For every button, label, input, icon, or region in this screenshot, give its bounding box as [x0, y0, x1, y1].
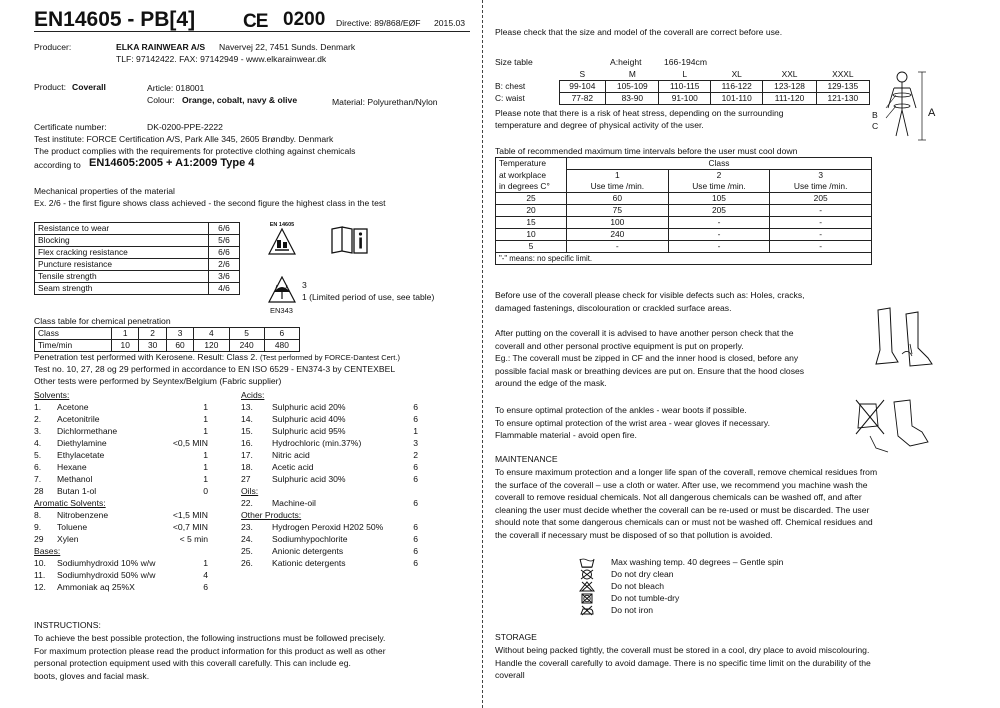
text-line: boots, gloves and facial mask. [34, 670, 150, 681]
use-time-label: Use time /min. [567, 181, 669, 193]
time-cell: - [668, 241, 770, 253]
chemical-class: 0 [203, 486, 208, 496]
property-name: Blocking [35, 235, 209, 247]
chemical-class: 1 [203, 474, 208, 484]
no-iron-icon [579, 605, 595, 616]
care-instruction: Do not iron [611, 605, 654, 615]
size-table-label: Size table [495, 57, 533, 67]
size-cell: 116-122 [710, 81, 762, 93]
size-heading: XL [731, 69, 742, 79]
storage-title: STORAGE [495, 632, 537, 642]
class-row-label: Class [35, 328, 112, 340]
text-line: To achieve the best possible protection, the following instructions must be followed precisely. [34, 633, 386, 643]
size-row-label: B: chest [495, 81, 526, 91]
class-cell: 120 [194, 340, 229, 352]
text-line: To ensure optimal protection of the ankles - wear boots if possible. [495, 405, 747, 415]
figure-label-c: C [872, 121, 879, 131]
mechanical-row [35, 259, 240, 271]
en343-label: EN343 [270, 306, 293, 315]
class-cell: 480 [264, 340, 299, 352]
chemical-number: 4. [34, 438, 42, 448]
chemical-class: 1 [203, 402, 208, 412]
time-cell: - [567, 241, 669, 253]
chemical-class: 6 [413, 558, 418, 568]
time-header-row [496, 181, 872, 193]
chemical-name: Sodiumhydroxid 10% w/w [57, 558, 156, 568]
chemical-class: 6 [413, 498, 418, 508]
chemical-number: 17. [241, 450, 253, 460]
text-line: the coverall if necessary must be disposed of so that pollution is avoided. [495, 529, 773, 540]
complies-text: The product complies with the requirements for protective clothing against chemicals [34, 146, 356, 156]
chemical-name: Sulphuric acid 40% [272, 414, 346, 424]
chemical-name: Nitrobenzene [57, 510, 109, 520]
standard: EN14605:2005 + A1:2009 Type 4 [89, 157, 255, 169]
certificate-number: DK-0200-PPE-2222 [147, 122, 223, 132]
property-class: 3/6 [209, 271, 240, 283]
mechanical-row [35, 283, 240, 295]
figure-label-b: B [872, 110, 878, 120]
chemical-number: 27 [241, 474, 251, 484]
read-instructions-icon [330, 225, 368, 255]
mechanical-row [35, 247, 240, 259]
chemical-class: 6 [203, 582, 208, 592]
size-cell: 91-100 [659, 93, 711, 105]
text-line: Without being packed tightly, the coverall must be stored in a cool, dry place to avoid miscolouring. [495, 645, 870, 655]
penetration-line-2: Test no. 10, 27, 28 og 29 performed in accordance to EN ISO 6529 - EN374-3 by CENTEXBEL [34, 364, 396, 374]
chemical-number: 26. [241, 558, 253, 568]
chemical-class: < 5 min [179, 534, 208, 544]
time-row [496, 241, 872, 253]
size-cell: 111-120 [763, 93, 816, 105]
time-cell: 105 [668, 193, 770, 205]
property-name: Tensile strength [35, 271, 209, 283]
size-intro: Please check that the size and model of the coverall are correct before use. [495, 27, 783, 37]
colour-label: Colour: [147, 95, 175, 105]
time-row [496, 205, 872, 217]
no-tumble-dry-icon [579, 593, 595, 604]
class-table [34, 327, 300, 352]
time-row [496, 229, 872, 241]
use-time-label: Use time /min. [770, 181, 872, 193]
chemical-number: 14. [241, 414, 253, 424]
chemical-name: Anionic detergents [272, 546, 344, 556]
size-table [495, 69, 870, 105]
according-prefix: according to [34, 160, 81, 170]
time-cell: 205 [668, 205, 770, 217]
producer-contact: TLF: 97142422. FAX: 97142949 - www.elkarainwear.dk [116, 54, 327, 64]
chemical-number: 24. [241, 534, 253, 544]
size-cell: 123-128 [763, 81, 816, 93]
size-cell: 129-135 [816, 81, 869, 93]
rain-protection-icon [268, 276, 296, 303]
no-dry-clean-icon [579, 569, 595, 580]
no-bleach-icon [579, 581, 595, 592]
chemical-class: 6 [413, 474, 418, 484]
producer-name: ELKA RAINWEAR A/S [116, 42, 206, 52]
chemical-number: 2. [34, 414, 42, 424]
mechanical-row [35, 271, 240, 283]
certificate-label: Certificate number: [34, 122, 107, 132]
chemical-name: Toluene [57, 522, 88, 532]
chemical-number: 5. [34, 450, 42, 460]
text-line: coverall [495, 670, 525, 680]
height-value: 166-194cm [664, 57, 707, 67]
chemical-group-title: Solvents: [34, 390, 70, 400]
document-title: EN14605 - PB[4] [34, 8, 196, 31]
class-cell: 60 [166, 340, 193, 352]
text-line: Before use of the coverall please check for visible defects such as: Holes, cracks, [495, 290, 805, 300]
chemical-name: Dichlormethane [57, 426, 118, 436]
gloves-illustration [850, 396, 940, 456]
wash-40-icon [579, 557, 595, 568]
property-class: 2/6 [209, 259, 240, 271]
time-row [496, 193, 872, 205]
chemical-name: Sodiumhypochlorite [272, 534, 348, 544]
class-number: 3 [770, 170, 872, 182]
chemical-name: Xylen [57, 534, 79, 544]
time-cell: - [770, 241, 872, 253]
property-class: 4/6 [209, 283, 240, 295]
directive: Directive: 89/868/EØF [336, 18, 421, 28]
size-header-row [495, 69, 870, 81]
care-instruction: Do not tumble-dry [611, 593, 680, 603]
property-class: 5/6 [209, 235, 240, 247]
product-name: Coverall [72, 82, 106, 92]
size-cell: 83-90 [606, 93, 659, 105]
chemical-name: Nitric acid [272, 450, 310, 460]
time-cell: 100 [567, 217, 669, 229]
time-cell: 205 [770, 193, 872, 205]
class-header: Class [567, 158, 872, 170]
time-header-row [496, 158, 872, 170]
property-class: 6/6 [209, 247, 240, 259]
text-line: For maximum protection please read the product information for this product as well as other [34, 645, 386, 656]
temperature-cell: 25 [496, 193, 567, 205]
ce-number: 0200 [283, 9, 326, 30]
class-number: 1 [567, 170, 669, 182]
size-row-label: C: waist [495, 93, 525, 103]
chemical-name: Sodiumhydroxid 50% w/w [57, 570, 156, 580]
time-cell: - [668, 229, 770, 241]
care-instruction: Max washing temp. 40 degrees – Gentle spin [611, 557, 784, 567]
class-row-label: Time/min [35, 340, 112, 352]
producer-address: Navervej 22, 7451 Sunds. Denmark [219, 42, 356, 52]
temperature-cell: 20 [496, 205, 567, 217]
property-class: 6/6 [209, 223, 240, 235]
temp-header: Temperature [496, 158, 567, 170]
size-heading: XXL [781, 69, 798, 79]
text-line: personal protection equipment used with this coverall carefully. This can include eg. [34, 658, 351, 668]
temperature-cell: 5 [496, 241, 567, 253]
chemical-name: Kationic detergents [272, 558, 346, 568]
time-cell: 60 [567, 193, 669, 205]
time-cell: - [668, 217, 770, 229]
property-name: Puncture resistance [35, 259, 209, 271]
time-footnote-row [496, 253, 872, 265]
class-cell: 1 [112, 328, 139, 340]
size-cell: 121-130 [816, 93, 869, 105]
chemical-name: Sulphuric acid 30% [272, 474, 346, 484]
chemical-number: 8. [34, 510, 42, 520]
class-table-title: Class table for chemical penetration [34, 316, 171, 326]
chemical-number: 18. [241, 462, 253, 472]
size-heading: S [579, 69, 586, 79]
time-footnote: "-" means: no specific limit. [496, 253, 872, 265]
class-cell: 240 [229, 340, 264, 352]
product-label: Product: [34, 82, 67, 92]
size-row [495, 93, 870, 105]
class-cell: 30 [139, 340, 166, 352]
page-divider [482, 0, 484, 708]
mechanical-table [34, 222, 240, 295]
class-cell: 4 [194, 328, 229, 340]
penetration-line-1: Penetration test performed with Kerosene. Result: Class 2. (Test performed by FORCE-Dantest Cert.) [34, 352, 400, 362]
instructions-title: INSTRUCTIONS: [34, 620, 101, 630]
time-header-row [496, 170, 872, 182]
time-cell: - [770, 205, 872, 217]
chemical-number: 29 [34, 534, 44, 544]
chemical-class: 1 [413, 426, 418, 436]
size-heading: XXXL [832, 69, 854, 79]
chemical-class: <1,5 MIN [172, 510, 208, 520]
time-cell: 75 [567, 205, 669, 217]
temp-header: in degrees C° [496, 181, 567, 193]
chemical-class: 1 [203, 558, 208, 568]
chemical-group-title: Aromatic Solvents: [34, 498, 106, 508]
chemical-name: Acetonitrile [57, 414, 100, 424]
size-cell: 99-104 [559, 81, 606, 93]
time-cell: - [770, 217, 872, 229]
text-line: around the edge of the mask. [495, 378, 607, 388]
figure-label-a: A [928, 107, 936, 119]
chemical-name: Hydrochloric (min.37%) [272, 438, 362, 448]
chemical-class: 6 [413, 414, 418, 424]
chemical-class: 6 [413, 534, 418, 544]
boots-illustration [872, 304, 942, 374]
class-table-row [35, 328, 300, 340]
en343-class: 3 [302, 280, 307, 290]
chemical-name: Sulphuric acid 20% [272, 402, 346, 412]
text-line: damaged fastenings, discolouration or crackled surface areas. [495, 302, 732, 313]
height-label: A:height [610, 57, 642, 67]
mechanical-row [35, 235, 240, 247]
temp-header: at workplace [496, 170, 567, 182]
care-instruction: Do not dry clean [611, 569, 674, 579]
chemical-number: 22. [241, 498, 253, 508]
text-line: the surface of the coverall – use a cloth or water. After use, we recommend you machine wash the [495, 479, 868, 490]
text-line: should note that some dangerous chemicals can or must not be washed off. Chemical residues and [495, 517, 873, 527]
size-cell: 110-115 [659, 81, 711, 93]
chemical-class: 6 [413, 402, 418, 412]
chemical-name: Acetone [57, 402, 89, 412]
chemical-name: Hexane [57, 462, 87, 472]
chemical-class: 6 [413, 546, 418, 556]
chemical-class: 3 [413, 438, 418, 448]
colour-value: Orange, cobalt, navy & olive [182, 95, 298, 105]
heat-note-2: temperature and degree of physical activity of the user. [495, 120, 704, 130]
text-line: Handle the coverall carefully to avoid damage. There is no specific time limit on the durability of the [495, 657, 871, 668]
chemical-group-title: Bases: [34, 546, 61, 556]
header-rule [34, 31, 470, 32]
chemical-number: 9. [34, 522, 42, 532]
chemical-group-title: Other Products: [241, 510, 302, 520]
chemical-number: 1. [34, 402, 42, 412]
time-table-title: Table of recommended maximum time intervals before the user must cool down [495, 146, 798, 156]
care-instruction: Do not bleach [611, 581, 665, 591]
chemical-number: 3. [34, 426, 42, 436]
size-heading: L [682, 69, 688, 79]
text-line: coverall and other personal proctive equipment is put on properly. [495, 340, 744, 351]
mechanical-row [35, 223, 240, 235]
ce-mark: CE [243, 11, 268, 32]
chemical-group-title: Acids: [241, 390, 265, 400]
chemical-class: 6 [413, 462, 418, 472]
temperature-cell: 10 [496, 229, 567, 241]
chemical-name: Acetic acid [272, 462, 314, 472]
chemical-class: <0,7 MIN [172, 522, 208, 532]
chemical-class: 1 [203, 426, 208, 436]
class-cell: 6 [264, 328, 299, 340]
class-table-row [35, 340, 300, 352]
chemical-class: 2 [413, 450, 418, 460]
property-name: Seam strength [35, 283, 209, 295]
chemical-number: 12. [34, 582, 46, 592]
chemical-class: 1 [203, 450, 208, 460]
mechanical-example: Ex. 2/6 - the first figure shows class achieved - the second figure the highest class in the test [34, 198, 386, 208]
maintenance-title: MAINTENANCE [495, 454, 558, 464]
chemical-class: 6 [413, 522, 418, 532]
chemical-name: Ethylacetate [57, 450, 105, 460]
size-cell: 101-110 [710, 93, 762, 105]
size-cell: 77-82 [559, 93, 606, 105]
class-cell: 2 [139, 328, 166, 340]
producer-label: Producer: [34, 42, 72, 52]
chemical-number: 15. [241, 426, 253, 436]
text-line: To ensure optimal protection of the wrist area - wear gloves if necessary. [495, 417, 770, 428]
text-line: To ensure maximum protection and a longer life span of the coverall, remove chemical residues from [495, 467, 878, 477]
temperature-cell: 15 [496, 217, 567, 229]
size-row [495, 81, 870, 93]
chemical-number: 11. [34, 570, 46, 580]
heat-note-1: Please note that there is a risk of heat stress, depending on the surrounding [495, 108, 784, 118]
material: Material: Polyurethan/Nylon [332, 97, 438, 107]
size-heading: M [628, 69, 636, 79]
use-time-label: Use time /min. [668, 181, 770, 193]
text-line: coverall to remove residual chemicals. Not all dangerous chemicals can be washed off, and after [495, 492, 862, 502]
text-line: cleaning the user must decide whether the coverall can be re-used or must be discarded. The user [495, 504, 870, 515]
text-line: After putting on the coverall it is advised to have another person check that the [495, 328, 794, 338]
penetration-line-3: Other tests were performed by Seyntex/Belgium (Fabric supplier) [34, 376, 282, 386]
chemical-number: 10. [34, 558, 46, 568]
chemical-number: 23. [241, 522, 253, 532]
class-cell: 3 [166, 328, 193, 340]
test-institute: Test institute: FORCE Certification A/S, Park Alle 345, 2605 Brøndby. Denmark [34, 134, 334, 144]
chemical-name: Sulphuric acid 95% [272, 426, 346, 436]
article-number: Article: 018001 [147, 83, 205, 93]
chemical-name: Methanol [57, 474, 93, 484]
chemical-name: Diethylamine [57, 438, 107, 448]
size-cell: 105-109 [606, 81, 659, 93]
text-line: Eg.: The coverall must be zipped in CF and the inner hood is closed, before any [495, 353, 799, 363]
class-number: 2 [668, 170, 770, 182]
chemical-group-title: Oils: [241, 486, 259, 496]
chemical-number: 16. [241, 438, 253, 448]
chemical-name: Ammoniak aq 25%X [57, 582, 135, 592]
time-cell: - [770, 229, 872, 241]
chemical-class: <0,5 MIN [172, 438, 208, 448]
time-table [495, 157, 872, 265]
chemical-number: 7. [34, 474, 42, 484]
chemical-number: 28 [34, 486, 44, 496]
chemical-name: Hydrogen Peroxid H202 50% [272, 522, 384, 532]
class-cell: 10 [112, 340, 139, 352]
mechanical-title: Mechanical properties of the material [34, 186, 175, 196]
en343-note: 1 (Limited period of use, see table) [302, 292, 435, 302]
chemical-name: Butan 1-ol [57, 486, 97, 496]
time-cell: 240 [567, 229, 669, 241]
chemical-number: 13. [241, 402, 253, 412]
property-name: Resistance to wear [35, 223, 209, 235]
property-name: Flex cracking resistance [35, 247, 209, 259]
text-line: Flammable material - avoid open fire. [495, 430, 637, 440]
chemical-class: 4 [203, 570, 208, 580]
chemical-name: Machine-oil [272, 498, 316, 508]
chemical-class: 1 [203, 414, 208, 424]
text-line: possible facial mask or breathing devices are put on. Ensure that the hood closes [495, 365, 805, 376]
chemical-number: 6. [34, 462, 42, 472]
document-date: 2015.03 [434, 18, 466, 28]
time-row [496, 217, 872, 229]
size-corner [495, 69, 559, 81]
chemical-protection-icon: EN 14605 [268, 222, 296, 258]
class-cell: 5 [229, 328, 264, 340]
chemical-class: 1 [203, 462, 208, 472]
chemical-number: 25. [241, 546, 253, 556]
